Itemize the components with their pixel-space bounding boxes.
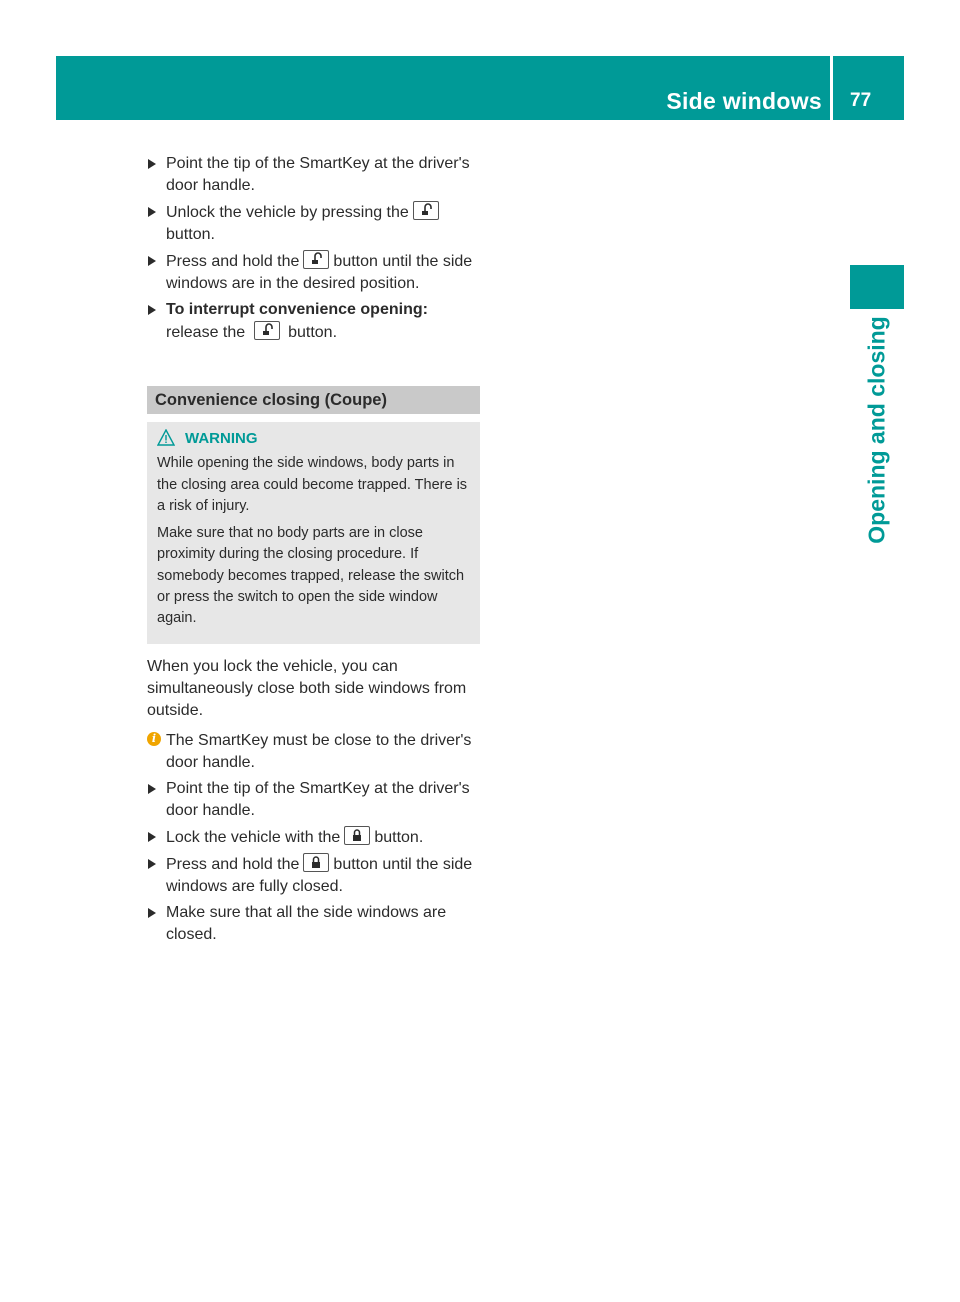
warning-triangle-icon bbox=[157, 429, 175, 446]
step-item bbox=[147, 826, 482, 849]
page-number: 77 bbox=[850, 90, 872, 111]
unlock-icon bbox=[303, 250, 329, 269]
steps-bottom bbox=[147, 778, 482, 946]
step-item bbox=[147, 778, 482, 822]
step-item bbox=[147, 902, 482, 946]
info-icon: i bbox=[147, 732, 161, 746]
step-arrow-icon bbox=[148, 207, 156, 217]
warning-paragraph-2: Make sure that no body parts are in close proximity during the closing procedure. If somebody becomes trapped, release the switch or press the switch to open the side window again. bbox=[157, 525, 465, 627]
info-note bbox=[147, 730, 482, 774]
step-arrow-icon bbox=[148, 256, 156, 266]
step-text-post: button. bbox=[288, 324, 338, 341]
step-item bbox=[147, 201, 482, 246]
step-arrow-icon bbox=[148, 159, 156, 169]
step-item bbox=[147, 250, 482, 295]
info-note-text: The SmartKey must be close to the driver's door handle. bbox=[166, 731, 472, 771]
step-item bbox=[147, 853, 482, 898]
step-text-post: button until the side windows are in the desired position. bbox=[166, 253, 473, 292]
step-text: Unlock the vehicle by pressing the bbox=[166, 204, 409, 221]
chapter-label: Opening and closing bbox=[863, 316, 890, 544]
warning-title-text: WARNING bbox=[185, 430, 258, 447]
step-text: Make sure that all the side windows are closed. bbox=[166, 903, 447, 943]
step-arrow-icon bbox=[148, 832, 156, 842]
step-item bbox=[147, 153, 482, 197]
step-text-post: button until the side windows are fully closed. bbox=[166, 855, 473, 895]
warning-title bbox=[157, 428, 470, 449]
chapter-tab bbox=[850, 265, 904, 309]
warning-paragraph-1: While opening the side windows, body parts in the closing area could become trapped. There is a risk of injury. bbox=[157, 455, 468, 514]
unlock-icon bbox=[254, 321, 280, 340]
step-arrow-icon bbox=[148, 784, 156, 794]
step-interrupt bbox=[147, 299, 482, 344]
step-text: release the bbox=[166, 324, 246, 341]
step-text-post: button. bbox=[166, 226, 215, 243]
step-arrow-icon bbox=[148, 859, 156, 869]
step-lead: To interrupt convenience opening: bbox=[166, 301, 428, 318]
intro-paragraph: When you lock the vehicle, you can simultaneously close both side windows from outside. bbox=[147, 657, 467, 719]
step-text: Press and hold the bbox=[166, 855, 300, 873]
step-text-post: button. bbox=[374, 828, 424, 846]
step-text: Point the tip of the SmartKey at the driver's door handle. bbox=[166, 779, 470, 819]
steps-top bbox=[147, 153, 482, 295]
header-separator bbox=[830, 56, 833, 120]
unlock-icon bbox=[413, 201, 439, 220]
page-title: Side windows bbox=[666, 88, 822, 114]
step-text: Point the tip of the SmartKey at the driver's door handle. bbox=[166, 155, 470, 194]
content-column bbox=[147, 153, 482, 950]
step-text: Press and hold the bbox=[166, 253, 300, 270]
section-heading: Convenience closing (Coupe) bbox=[147, 386, 480, 414]
warning-box bbox=[147, 422, 480, 644]
lock-icon bbox=[344, 826, 370, 845]
lock-icon bbox=[303, 853, 329, 872]
step-arrow-icon bbox=[148, 305, 156, 315]
step-text: Lock the vehicle with the bbox=[166, 828, 341, 846]
step-arrow-icon bbox=[148, 908, 156, 918]
